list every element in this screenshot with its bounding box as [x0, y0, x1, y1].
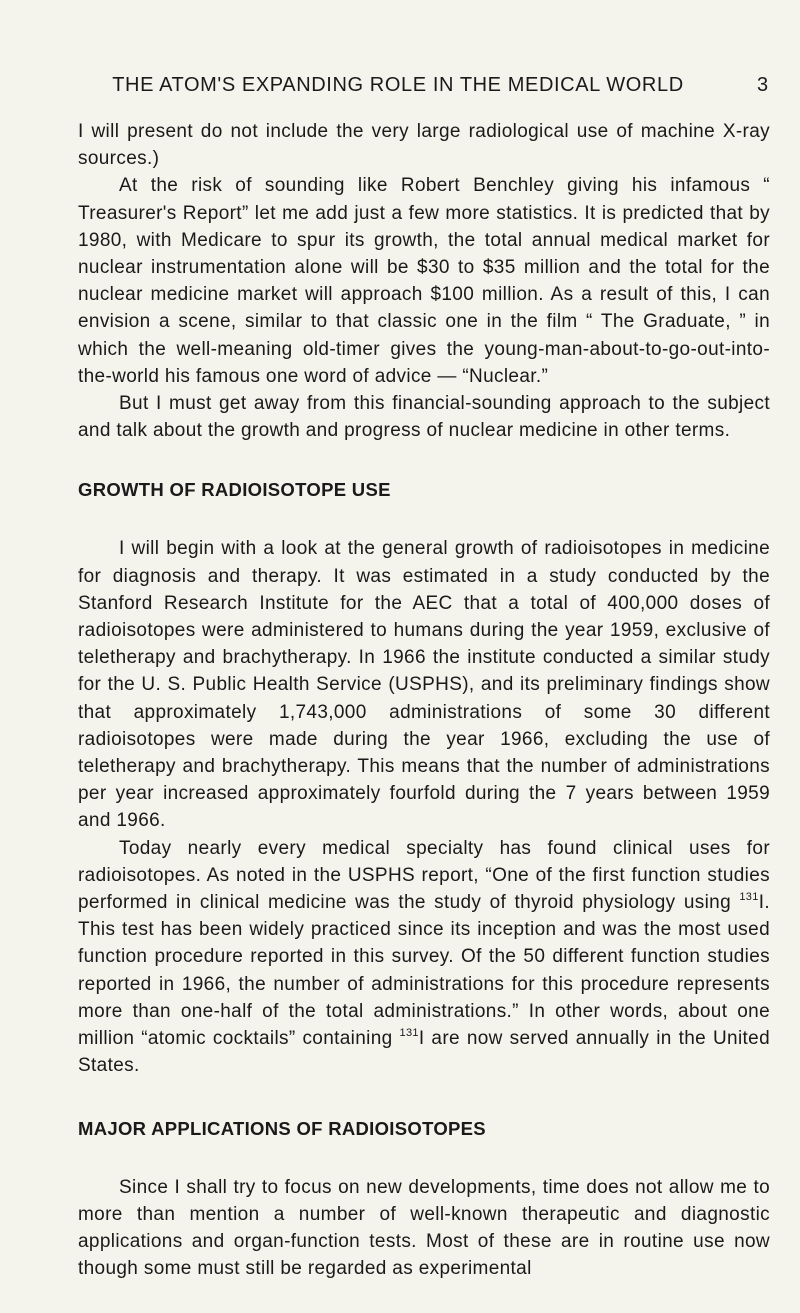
paragraph-thyroid — [78, 835, 770, 1080]
section-heading-applications: MAJOR APPLICATIONS OF RADIOISOTOPES — [78, 1117, 486, 1139]
text-segment: I are now served annually in the United States. — [78, 1028, 770, 1077]
paragraph-transition: But I must get away from this financial-sounding approach to the subject and talk about the growth and progress of nuclear medicine in other terms. — [78, 393, 770, 442]
paragraph-continued: I will present do not include the very large radiological use of machine X-ray sources.) — [78, 121, 770, 170]
isotope-superscript: 131 — [739, 891, 759, 904]
body-text — [78, 118, 770, 1282]
text-segment: I. This test has been widely practiced since its inception and was the most used function procedure reported in this survey. Of the 50 different function studies reported in 1966, the number of administrations for this procedure represents more than one-half of the total administrations.” In other words, about one million “atomic cocktails” containing — [78, 892, 770, 1050]
running-head-title: THE ATOM'S EXPANDING ROLE IN THE MEDICAL WORLD — [112, 74, 684, 96]
isotope-superscript: 131 — [399, 1027, 419, 1040]
section-heading-growth: GROWTH OF RADIOISOTOPE USE — [78, 479, 391, 501]
page-number: 3 — [757, 74, 769, 96]
paragraph-growth-study: I will begin with a look at the general growth of radioisotopes in medicine for diagnosis and therapy. It was estimated in a study conducted by the Stanford Research Institute for the AEC that a total of 400,000 doses of radioisotopes were administered to humans during the year 1959, exclusive of teletherapy and brachytherapy. In 1966 the institute conducted a similar study for the U. S. Public Health Service (USPHS), and its preliminary findings show that approximately 1,743,000 administrations of some 30 different radioisotopes were made during the year 1966, excluding the use of teletherapy and brachytherapy. This means that the number of administrations per year increased approximately fourfold during the 7 years between 1959 and 1966. — [78, 538, 770, 832]
paragraph-applications: Since I shall try to focus on new developments, time does not allow me to more than mention a number of well-known therapeutic and diagnostic applications and organ-function tests. Most of these are in routine use now though some must still be regarded as experimental — [78, 1176, 770, 1280]
paragraph-statistics: At the risk of sounding like Robert Benchley giving his infamous “ Treasurer's Report” let me add just a few more statistics. It is predicted that by 1980, with Medicare to spur its growth, the total annual medical market for nuclear instrumentation alone will be $30 to $35 million and the total for the nuclear medicine market will approach $100 million. As a result of this, I can envision a scene, similar to that classic one in the film “ The Graduate, ” in which the well-meaning old-timer gives the young-man-about-to-go-out-into-the-world his famous one word of advice — “Nuclear.” — [78, 175, 770, 387]
text-segment: Today nearly every medical specialty has found clinical uses for radioisotopes. As noted in the USPHS report, “One of the first function studies performed in clinical medicine was the study of thyroid physiology using — [78, 837, 770, 914]
